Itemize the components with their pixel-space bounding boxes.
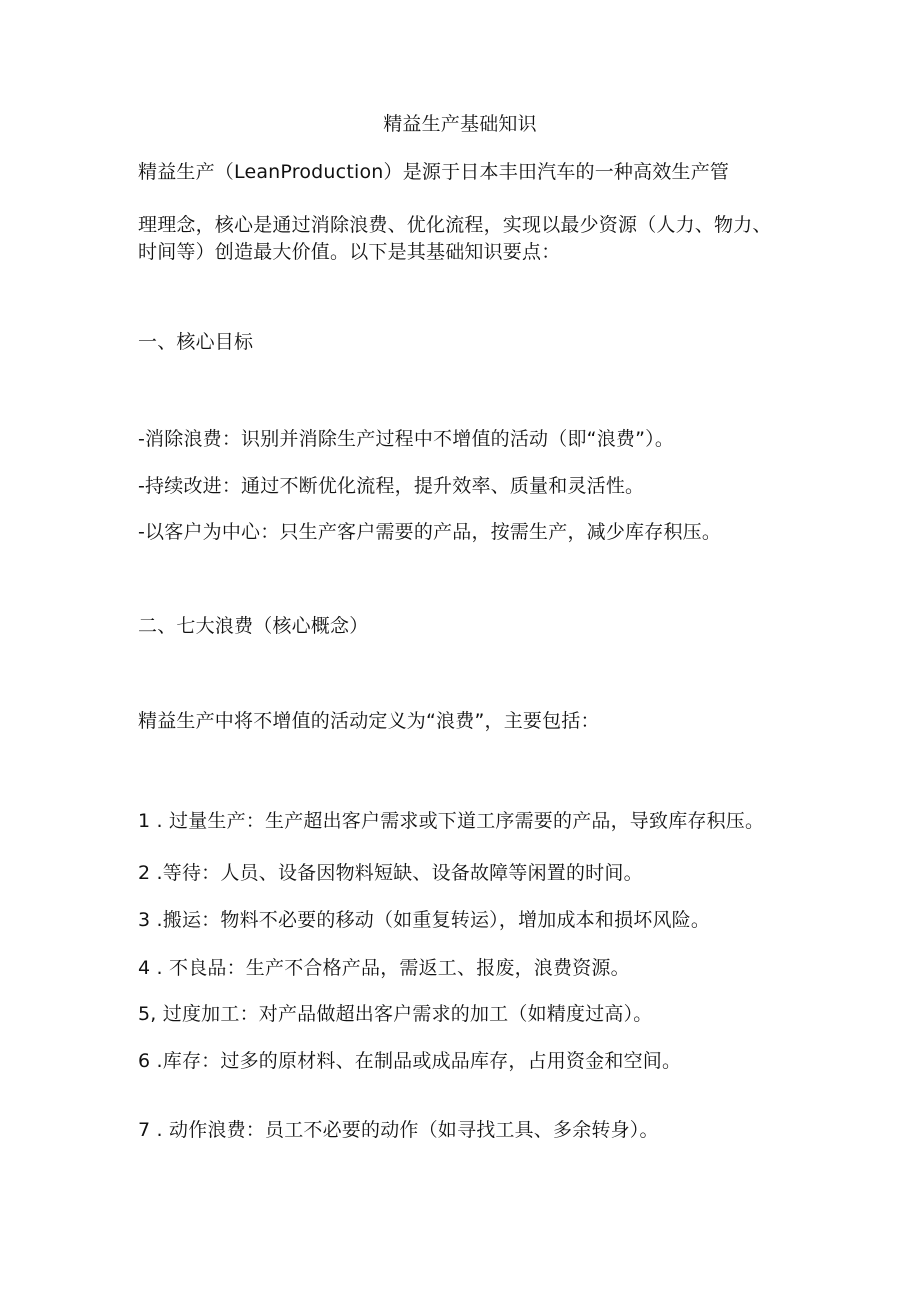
waste-item-1: 1 . 过量生产：生产超出客户需求或下道工序需要的产品，导致库存积压。: [138, 810, 765, 832]
section-heading-seven-wastes: 二、七大浪费（核心概念）: [138, 615, 369, 637]
intro-line-1: 精益生产（LeanProduction）是源于日本丰田汽车的一种高效生产管: [138, 161, 730, 183]
waste-item-6: 6 .库存：过多的原材料、在制品或成品库存，占用资金和空间。: [138, 1050, 682, 1072]
document-title: 精益生产基础知识: [383, 113, 537, 135]
waste-item-5: 5, 过度加工：对产品做超出客户需求的加工（如精度过高）。: [138, 1003, 653, 1025]
bullet-eliminate-waste: -消除浪费：识别并消除生产过程中不增值的活动（即“浪费”）。: [138, 428, 675, 450]
intro-line-2: 理理念，核心是通过消除浪费、优化流程，实现以最少资源（人力、物力、: [138, 214, 772, 236]
waste-item-4: 4 . 不良品：生产不合格产品，需返工、报废，浪费资源。: [138, 957, 630, 979]
waste-item-3: 3 .搬运：物料不必要的移动（如重复转运），增加成本和损坏风险。: [138, 909, 711, 931]
bullet-customer-focus: -以客户为中心：只生产客户需要的产品，按需生产，减少库存积压。: [138, 521, 722, 543]
section-intro-waste-definition: 精益生产中将不增值的活动定义为“浪费”，主要包括：: [138, 710, 600, 732]
waste-item-7: 7 . 动作浪费：员工不必要的动作（如寻找工具、多余转身）。: [138, 1119, 659, 1141]
waste-item-2: 2 .等待：人员、设备因物料短缺、设备故障等闲置的时间。: [138, 862, 643, 884]
section-heading-core-goals: 一、核心目标: [138, 331, 254, 353]
intro-line-3: 时间等）创造最大价值。以下是其基础知识要点：: [138, 241, 561, 263]
bullet-continuous-improvement: -持续改进：通过不断优化流程，提升效率、质量和灵活性。: [138, 475, 645, 497]
